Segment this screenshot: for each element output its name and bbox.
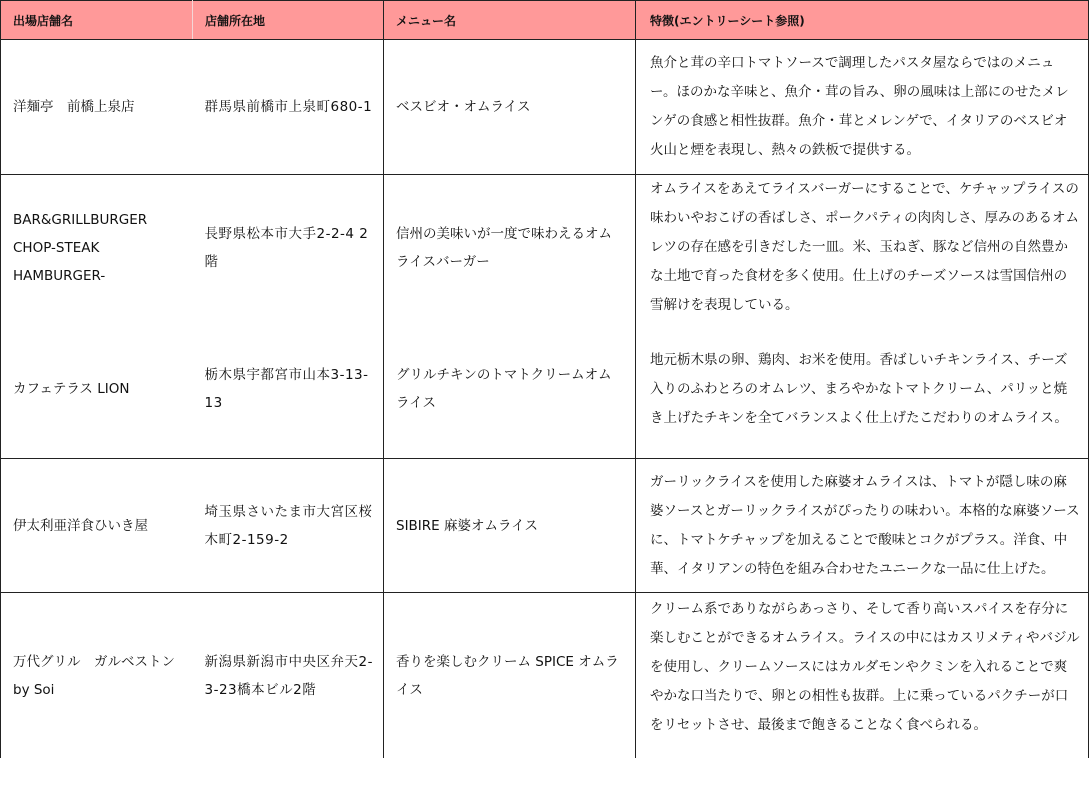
table-row (1, 40, 1089, 175)
table-row (1, 320, 1089, 459)
menu-name-cell: ベスビオ・オムライス (384, 40, 636, 175)
shop-address-cell: 栃木県宇都宮市山本3-13-13 (193, 320, 384, 459)
shop-name-line: CHOP-STEAK (13, 239, 100, 256)
header-features: 特徴(エントリーシート参照) (636, 1, 1089, 40)
shop-name-cell: 万代グリル ガルベストン by Soi (1, 593, 193, 759)
shop-name-line: BAR&GRILLBURGER (13, 211, 148, 228)
table-row (1, 459, 1089, 593)
header-shop-address: 店舗所在地 (193, 1, 384, 40)
shop-address-cell: 長野県松本市大手2-2-4 2階 (193, 175, 384, 321)
shop-name-cell (1, 175, 193, 321)
shop-address-cell: 新潟県新潟市中央区弁天2-3-23橋本ビル2階 (193, 593, 384, 759)
header-menu-name: メニュー名 (384, 1, 636, 40)
features-cell: オムライスをあえてライスバーガーにすることで、ケチャップライスの味わいやおこげの香ばしさ、ポークパティの肉肉しさ、厚みのあるオムレツの存在感を引きだした一皿。米、玉ねぎ、豚など信州の自然豊かな土地で育った食材を多く使用。仕上げのチーズソースは雪国信州の雪解けを表現している。 (636, 175, 1089, 321)
menu-name-cell: 信州の美味いが一度で味わえるオムライスバーガー (384, 175, 636, 321)
features-cell: 魚介と茸の辛口トマトソースで調理したパスタ屋ならではのメニュー。ほのかな辛味と、魚介・茸の旨み、卵の風味は上部にのせたメレンゲの食感と相性抜群。魚介・茸とメレンゲで、イタリアのベスビオ火山と煙を表現し、熱々の鉄板で提供する。 (636, 40, 1089, 175)
shop-name-cell: 洋麺亭 前橋上泉店 (1, 40, 193, 175)
menu-name-cell: 香りを楽しむクリーム SPICE オムライス (384, 593, 636, 759)
header-row (1, 1, 1089, 40)
header-shop-name: 出場店舗名 (1, 1, 193, 40)
features-cell: 地元栃木県の卵、鶏肉、お米を使用。香ばしいチキンライス、チーズ入りのふわとろのオムレツ、まろやかなトマトクリーム、パリッと焼き上げたチキンを全てバランスよく仕上げたこだわりのオムライス。 (636, 320, 1089, 459)
shop-name-lines (13, 206, 183, 290)
shop-name-cell: 伊太利亜洋食ひいき屋 (1, 459, 193, 593)
shop-name-cell: カフェテラス LION (1, 320, 193, 459)
menu-name-cell: グリルチキンのトマトクリームオムライス (384, 320, 636, 459)
shop-address-cell: 群馬県前橋市上泉町680-1 (193, 40, 384, 175)
table-row (1, 593, 1089, 759)
shop-name-line: HAMBURGER- (13, 267, 106, 284)
shop-address-cell: 埼玉県さいたま市大宮区桜木町2-159-2 (193, 459, 384, 593)
table-row (1, 175, 1089, 321)
features-cell: ガーリックライスを使用した麻婆オムライスは、トマトが隠し味の麻婆ソースとガーリックライスがぴったりの味わい。本格的な麻婆ソースに、トマトケチャップを加えることで酸味とコクがプラス。洋食、中華、イタリアンの特色を組み合わせたユニークな一品に仕上げた。 (636, 459, 1089, 593)
menu-name-cell: SIBIRE 麻婆オムライス (384, 459, 636, 593)
features-cell: クリーム系でありながらあっさり、そして香り高いスパイスを存分に楽しむことができるオムライス。ライスの中にはカスリメティやバジルを使用し、クリームソースにはカルダモンやクミンを入れることで爽やかな口当たりで、卵との相性も抜群。上に乗っているパクチーが口をリセットさせ、最後まで飽きることなく食べられる。 (636, 593, 1089, 759)
